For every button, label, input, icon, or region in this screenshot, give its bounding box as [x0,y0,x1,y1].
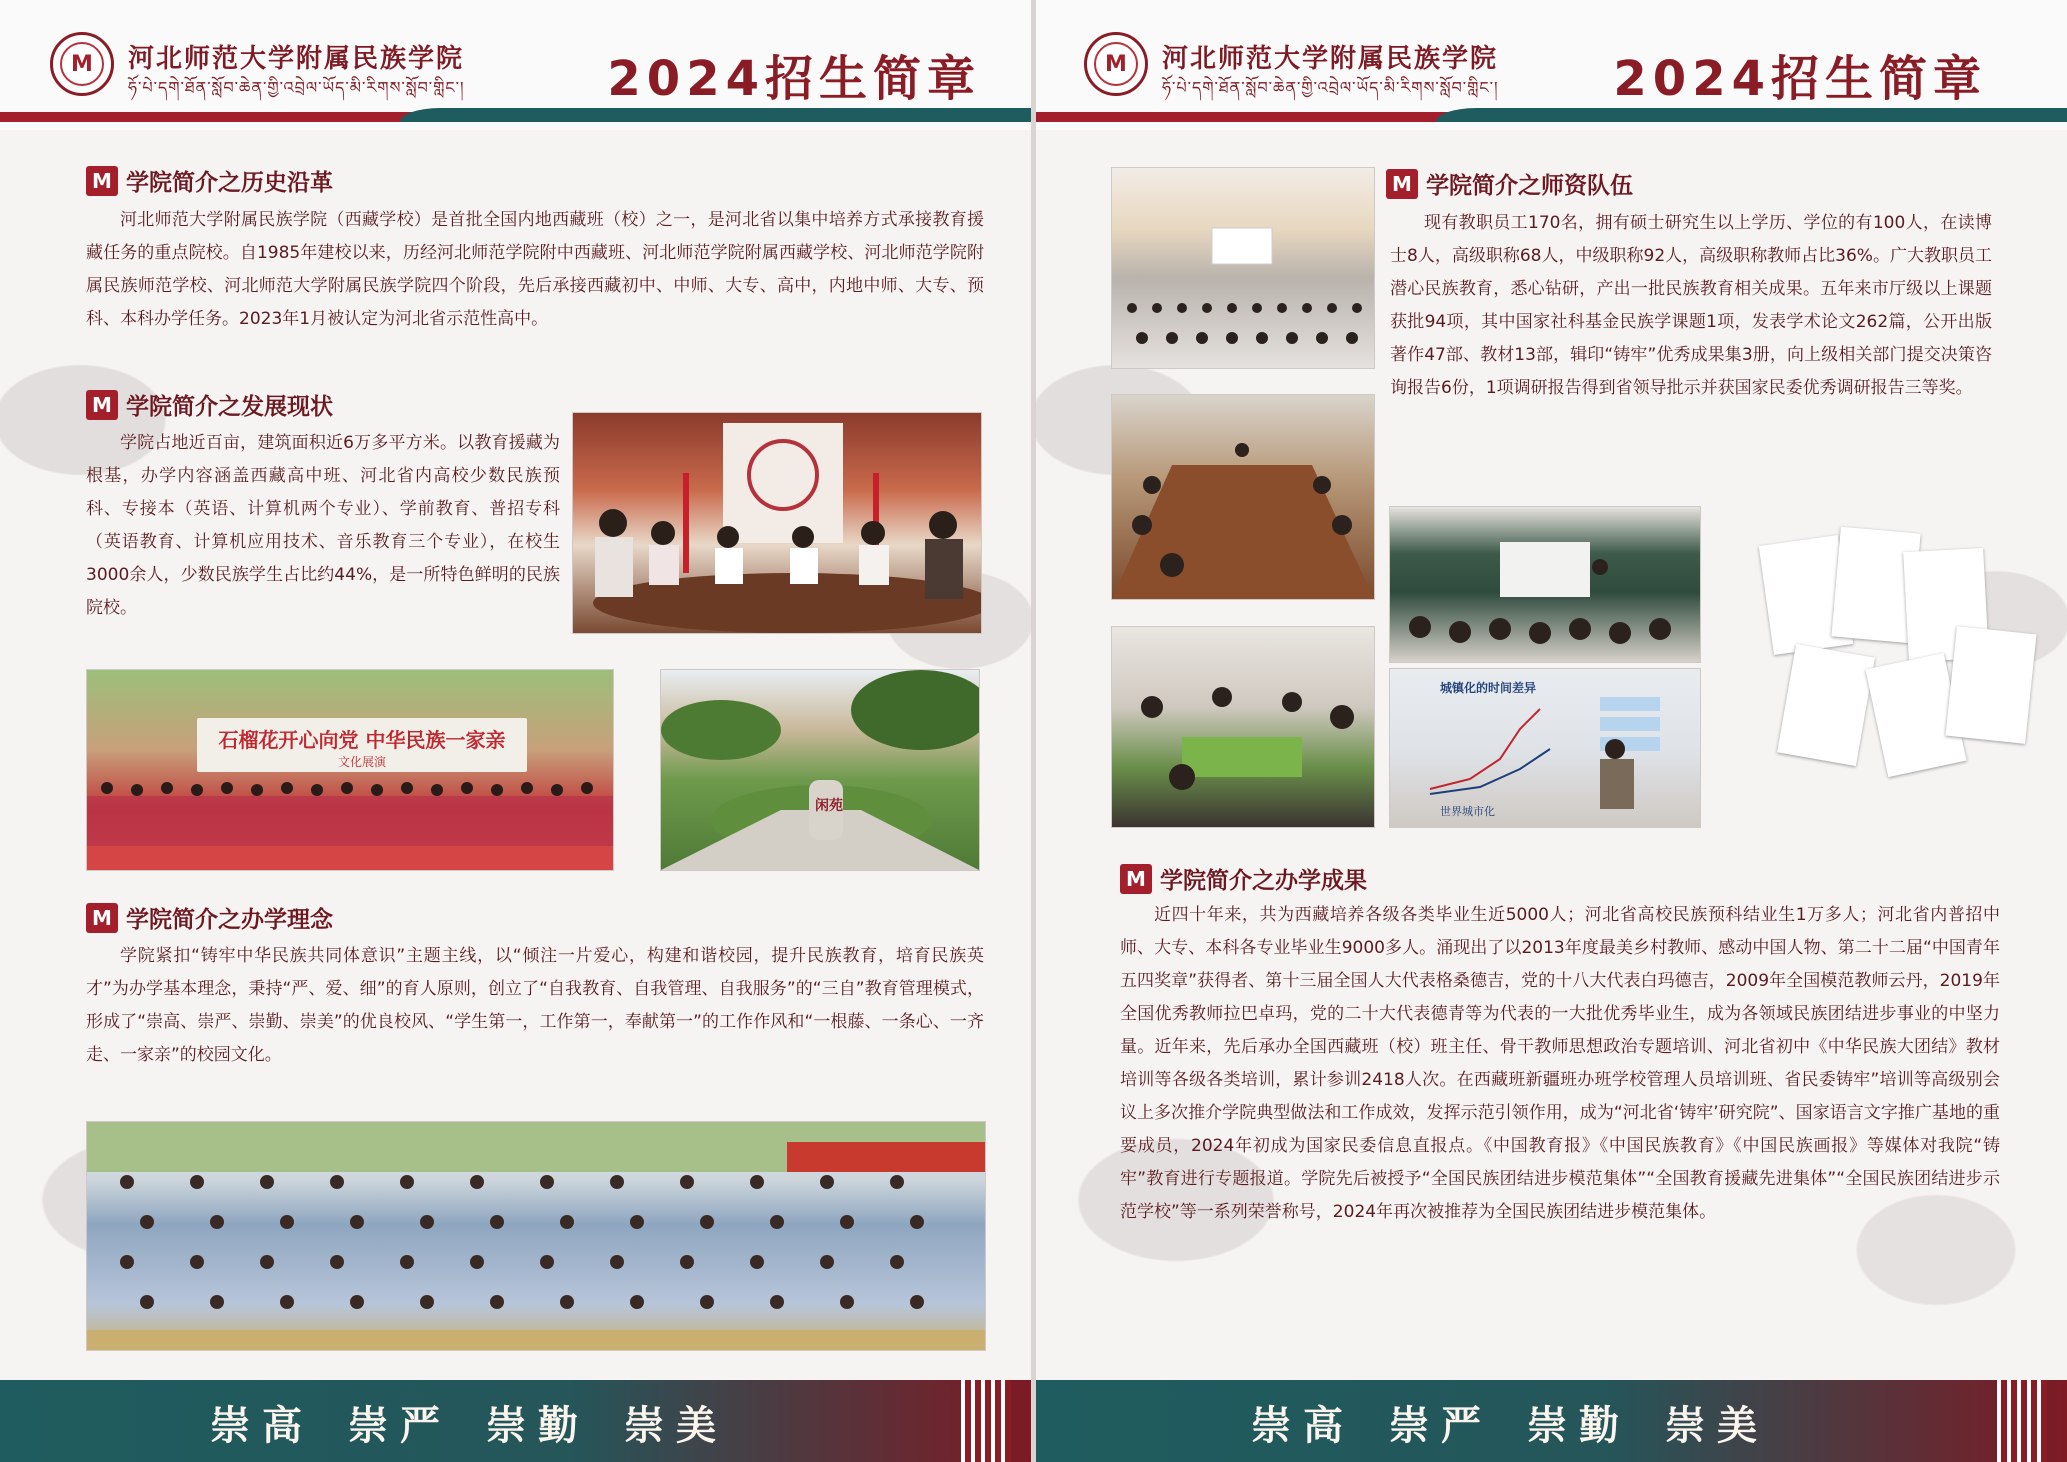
classroom-lecture-photo [1389,506,1701,663]
document-sheet [1777,644,1875,766]
faculty-text: 现有教职员工170名，拥有硕士研究生以上学历、学位的有100人，在读博士8人，高级职称68人，中级职称92人，高级职称教师占比36%。广大教职员工潜心民族教育，悉心钻研，产出一批民族教育相关成果。五年来市厅级以上课题获批94项，其中国家社科基金民族学课题1项，发表学术论文262篇，公开出版著作47部、教材13部，辑印“铸牢”优秀成果集3册，向上级相关部门提交决策咨询报告6份，1项调研报告得到省领导批示并获国家民委优秀调研报告三等奖。 [1390,213,1992,398]
right-page [1036,0,2067,1462]
philosophy-text: 学院紧扣“铸牢中华民族共同体意识”主题主线，以“倾注一片爱心，构建和谐校园，提升民族教育，培育民族英才”为办学基本理念，秉持“严、爱、细”的育人原则，创立了“自我教育、自我管理、自我服务”的“三自”教育管理模式，形成了“崇高、崇严、崇勤、崇美”的优良校风、“学生第一，工作第一，奉献第一”的工作作风和“一根藤、一条心、一齐走、一家亲”的校园文化。 [86,946,984,1065]
school-name-cn: 河北师范大学附属民族学院 [1162,44,1499,74]
school-name-cn: 河北师范大学附属民族学院 [128,44,465,74]
document-sheet [1945,626,2036,744]
classroom-illustration [1390,507,1700,662]
section-development-heading [86,388,333,421]
section-logo-icon: M [1120,864,1152,894]
slide-chart-illustration [1390,669,1700,827]
footer-stripes [961,1380,1011,1462]
section-achievements-heading [1120,862,1367,895]
brochure-title: 2024招生简章 [1613,51,1987,107]
school-motto [210,1394,762,1451]
meeting-room-photo [572,412,982,634]
page-header [1036,0,2067,130]
section-philosophy-heading [86,901,333,934]
school-name-tibetan: ཧོ་པེ་དགེ་ཐོན་སློབ་ཆེན་གྱི་འབྲེལ་ཡོད་མི་རིགས་སློབ་གླིང་། [128,78,465,97]
garden-illustration [661,670,979,870]
cultural-performance-photo [86,669,614,871]
achievements-text: 近四十年来，共为西藏培养各级各类毕业生近5000人；河北省高校民族预科结业生1万多人；河北省内普招中师、大专、本科各专业毕业生9000多人。涌现出了以2013年度最美乡村教师、感动中国人物、第二十二届“中国青年五四奖章”获得者、第十三届全国人大代表格桑德吉，党的十八大代表白玛德吉，2009年全国模范教师云丹，2019年全国优秀教师拉巴卓玛，党的二十大代表德青等为代表的一大批优秀毕业生，成为各领域民族团结进步事业的中坚力量。近年来，先后承办全国西藏班（校）班主任、骨干教师思想政治专题培训、河北省初中《中华民族大团结》教材培训等各级各类培训，累计参训2418人次。在西藏班新疆班办班学校管理人员培训班、省民委铸牢”培训等高级别会议上多次推介学院典型做法和工作成效，发挥示范引领作用，成为“河北省‘铸牢’研究院”、国家语言文字推广基地的重要成员，2024年初成为国家民委信息直报点。《中国教育报》《中国民族教育》《中国民族画报》等媒体对我院“铸牢”教育进行专题报道。学院先后被授予“全国民族团结进步模范集体”“全国教育援藏先进集体”“全国民族团结进步示范学校”等一系列荣誉称号，2024年再次被推荐为全国民族团结进步模范集体。 [1120,905,2000,1222]
section-title: 学院简介之办学理念 [126,907,333,933]
section-logo-icon: M [86,390,118,420]
campus-garden-photo [660,669,980,871]
auditorium-illustration [1112,168,1374,368]
slide-chart-title: 城镇化的时间差异 [1440,681,1537,695]
slide-chart-caption: 世界城市化 [1440,805,1495,818]
motto-word: 崇美 [624,1403,728,1449]
motto-word: 崇勤 [1527,1403,1631,1449]
history-text: 河北师范大学附属民族学院（西藏学校）是首批全国内地西藏班（校）之一，是河北省以集中培养方式承接教育援藏任务的重点院校。自1985年建校以来，历经河北师范学院附中西藏班、河北师范学院附属西藏学校、河北师范学院附属民族师范学校、河北师范大学附属民族学院四个阶段，先后承接西藏初中、中师、大专、高中，内地中师、大专、预科、本科办学任务。2023年1月被认定为河北省示范性高中。 [86,210,984,329]
section-logo-icon: M [1386,169,1418,199]
research-documents-collage [1726,510,2046,800]
footer-stripes [1997,1380,2047,1462]
school-name-tibetan: ཧོ་པེ་དགེ་ཐོན་སློབ་ཆེན་གྱི་འབྲེལ་ཡོད་མི་རིགས་སློབ་གླིང་། [1162,78,1499,97]
performance-banner-text: 石榴花开心向党 中华民族一家亲 [218,728,506,752]
logo-letter: M [60,42,104,86]
section-title: 学院简介之师资队伍 [1426,173,1633,199]
seminar-photo [1111,394,1375,600]
section-title: 学院简介之发展现状 [126,394,333,420]
logo-letter: M [1094,42,1138,86]
development-text: 学院占地近百亩，建筑面积近6万多平方米。以教育援藏为根基，办学内容涵盖西藏高中班、河北省内高校少数民族预科、专接本（英语、计算机两个专业）、学前教育、普招专科（英语教育、计算机应用技术、音乐教育三个专业），在校生3000余人，少数民族学生占比约44%，是一所特色鲜明的民族院校。 [86,433,560,618]
classroom-chart-photo [1389,668,1701,828]
seminar-illustration [1112,395,1374,599]
school-logo [1084,32,1148,96]
school-motto [1251,1394,1803,1451]
motto-word: 崇严 [348,1403,452,1449]
school-logo [50,32,114,96]
meeting-illustration [573,413,981,633]
header-teal-band [400,108,1031,122]
section-faculty-heading [1386,167,1633,200]
motto-word: 崇勤 [486,1403,590,1449]
page-header [0,0,1031,130]
section-history-heading [86,164,333,197]
header-teal-band [1436,108,2067,122]
page-footer [1036,1380,2067,1462]
staff-group-photo [86,1121,986,1351]
page-footer [0,1380,1031,1462]
brochure-title: 2024招生简章 [607,51,981,107]
staff-group-illustration [87,1122,985,1350]
group-discussion-photo [1111,626,1375,828]
section-logo-icon: M [86,166,118,196]
motto-word: 崇高 [210,1403,314,1449]
motto-word: 崇美 [1665,1403,1769,1449]
crowd-illustration [87,670,613,870]
section-title: 学院简介之办学成果 [1160,868,1367,894]
motto-word: 崇严 [1389,1403,1493,1449]
performance-banner-subtext: 文化展演 [337,755,386,769]
auditorium-photo [1111,167,1375,369]
motto-word: 崇高 [1251,1403,1355,1449]
section-title: 学院简介之历史沿革 [126,170,333,196]
section-logo-icon: M [86,903,118,933]
discussion-illustration [1112,627,1374,827]
stone-inscription: 闲苑 [815,798,843,814]
left-page [0,0,1031,1462]
